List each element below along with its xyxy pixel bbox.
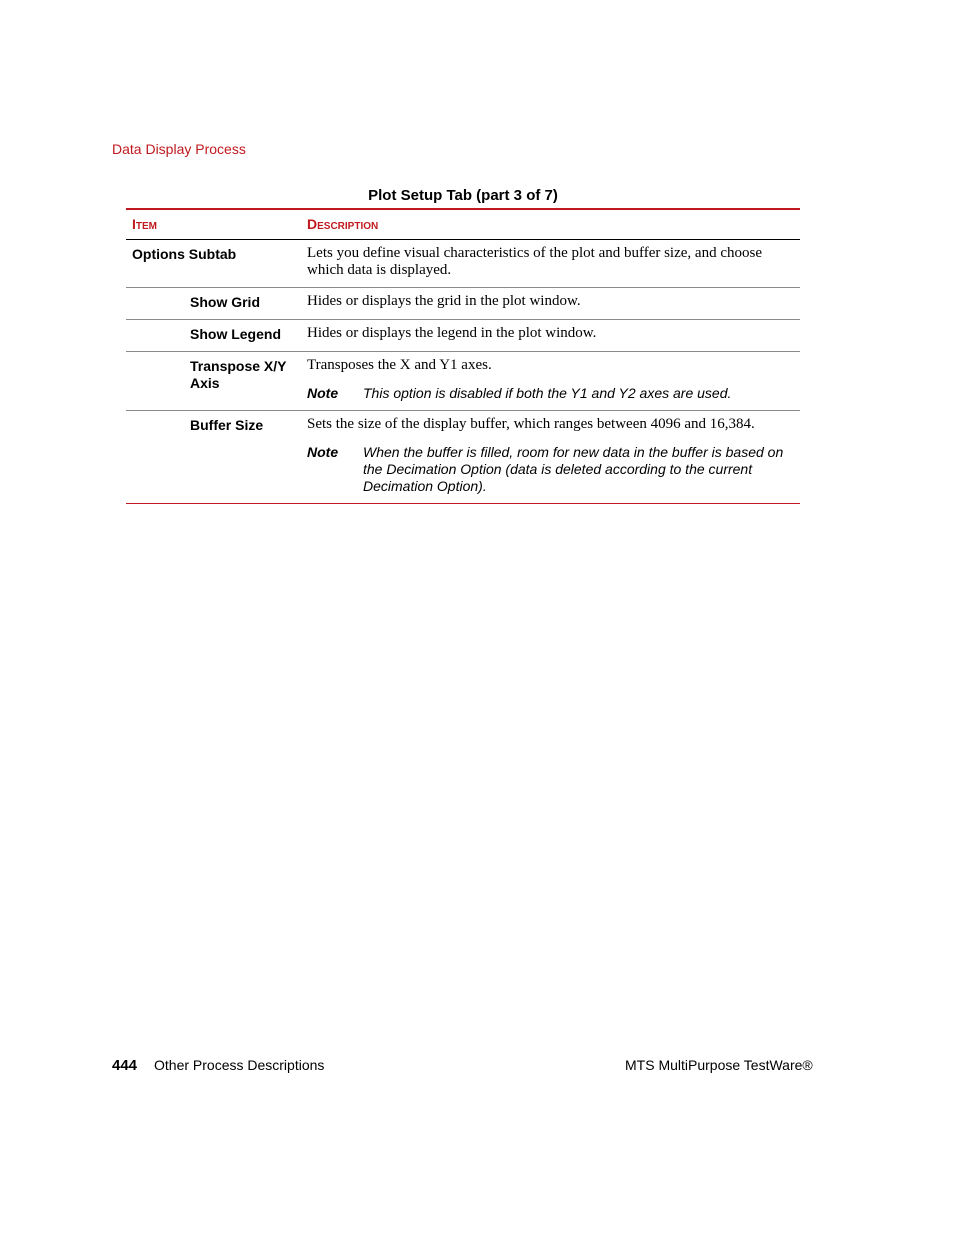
table-row — [126, 352, 800, 411]
note-text: When the buffer is filled, room for new data in the buffer is based on the Decimation Option (data is deleted according to the current Decimation Option). — [363, 444, 784, 494]
table-row — [126, 240, 800, 288]
description-text: Hides or displays the grid in the plot window. — [307, 293, 581, 309]
description-text: Hides or displays the legend in the plot window. — [307, 325, 597, 341]
item-transpose-xy-axis: Transpose X/Y Axis — [126, 352, 301, 411]
note-label: Note — [307, 444, 339, 460]
description-cell — [301, 288, 800, 320]
table-row — [126, 320, 800, 352]
section-header-link: Data Display Process — [112, 141, 246, 157]
note — [307, 385, 794, 402]
description-cell — [301, 352, 800, 411]
item-show-legend: Show Legend — [126, 320, 301, 352]
item-buffer-size: Buffer Size — [190, 417, 264, 433]
item-show-grid: Show Grid — [126, 288, 301, 320]
column-header-item: Item — [126, 209, 301, 240]
footer-product-name: MTS MultiPurpose TestWare® — [625, 1057, 813, 1073]
table-row — [126, 288, 800, 320]
page-number: 444 — [112, 1057, 138, 1074]
description-text: Lets you define visual characteristics of the plot and buffer size, and choose which data is displayed. — [307, 245, 762, 278]
note — [307, 444, 794, 495]
note-text: This option is disabled if both the Y1 and Y2 axes are used. — [363, 385, 732, 401]
description-cell — [301, 240, 800, 288]
description-cell — [301, 411, 800, 504]
footer-section-name: Other Process Descriptions — [154, 1057, 325, 1073]
description-text: Transposes the X and Y1 axes. — [307, 357, 492, 373]
column-header-description: Description — [301, 209, 800, 240]
table-title: Plot Setup Tab (part 3 of 7) — [368, 187, 558, 204]
description-text: Sets the size of the display buffer, which ranges between 4096 and 16,384. — [307, 416, 755, 432]
table-header-row — [126, 209, 800, 240]
plot-setup-table — [126, 208, 800, 504]
table-row — [126, 411, 800, 504]
item-options-subtab: Options Subtab — [126, 240, 301, 288]
note-label: Note — [307, 385, 339, 401]
description-cell — [301, 320, 800, 352]
